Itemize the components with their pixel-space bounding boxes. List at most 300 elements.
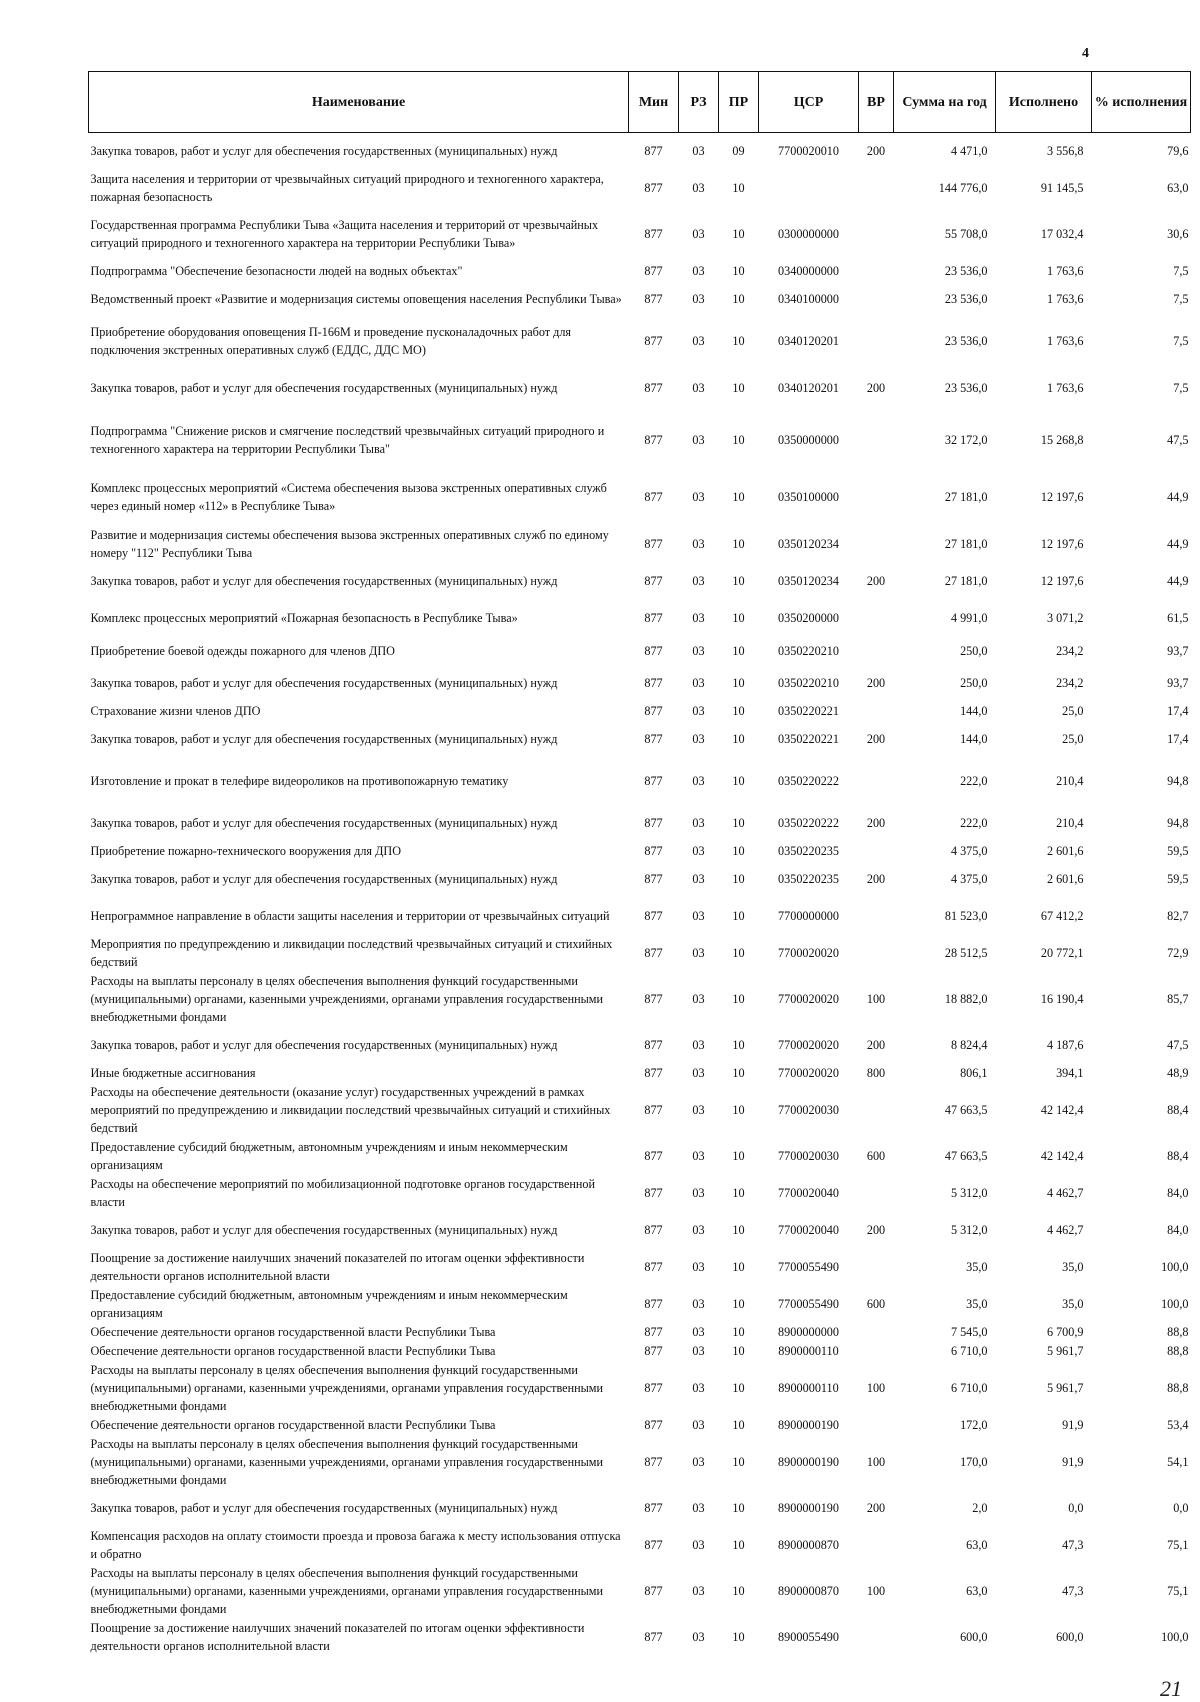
cell-vr: 200 bbox=[866, 574, 886, 588]
cell-sum: 63,0 bbox=[966, 1538, 988, 1552]
cell-pr: 10 bbox=[732, 844, 745, 858]
cell-pct: 44,9 bbox=[1167, 490, 1189, 504]
cell-pr: 10 bbox=[732, 537, 745, 551]
table-body bbox=[89, 133, 1191, 1656]
cell-vr: 600 bbox=[866, 1297, 886, 1311]
cell-rz: 03 bbox=[692, 1186, 705, 1200]
cell-done: 25,0 bbox=[1062, 704, 1084, 718]
table-row bbox=[89, 1027, 1191, 1064]
cell-done: 42 142,4 bbox=[1040, 1103, 1084, 1117]
table-row bbox=[89, 1342, 1191, 1361]
cell-min: 877 bbox=[644, 732, 663, 746]
table-row bbox=[89, 1083, 1191, 1138]
cell-done: 42 142,4 bbox=[1040, 1149, 1084, 1163]
cell-pr: 10 bbox=[732, 1325, 745, 1339]
cell-vr bbox=[859, 1527, 894, 1564]
cell-sum: 55 708,0 bbox=[944, 227, 988, 241]
cell-done: 4 462,7 bbox=[1046, 1223, 1084, 1237]
cell-name: Обеспечение деятельности органов государственной власти Республики Тыва bbox=[90, 1325, 496, 1339]
cell-pct: 59,5 bbox=[1167, 844, 1189, 858]
cell-done: 4 187,6 bbox=[1046, 1038, 1084, 1052]
cell-pct: 88,8 bbox=[1167, 1381, 1189, 1395]
table-row bbox=[89, 702, 1191, 721]
cell-min: 877 bbox=[644, 1584, 663, 1598]
table-row bbox=[89, 1323, 1191, 1342]
cell-min: 877 bbox=[644, 1066, 663, 1080]
cell-csr: 0350200000 bbox=[778, 611, 839, 625]
cell-pct: 88,4 bbox=[1167, 1103, 1189, 1117]
cell-pr: 10 bbox=[732, 1103, 745, 1117]
header-min: Мин bbox=[629, 72, 679, 133]
cell-csr: 8900000000 bbox=[778, 1325, 839, 1339]
cell-csr: 0350100000 bbox=[778, 490, 839, 504]
cell-vr: 600 bbox=[866, 1149, 886, 1163]
cell-pr: 10 bbox=[732, 1223, 745, 1237]
table-row bbox=[89, 1564, 1191, 1619]
table-row bbox=[89, 318, 1191, 365]
cell-pr: 10 bbox=[732, 676, 745, 690]
cell-vr bbox=[859, 170, 894, 207]
cell-pct: 100,0 bbox=[1161, 1260, 1189, 1274]
cell-done: 16 190,4 bbox=[1040, 992, 1084, 1006]
cell-sum: 8 824,4 bbox=[950, 1038, 988, 1052]
cell-pr: 10 bbox=[732, 1538, 745, 1552]
cell-pr: 10 bbox=[732, 732, 745, 746]
cell-done: 394,1 bbox=[1056, 1066, 1084, 1080]
cell-csr: 0340000000 bbox=[778, 264, 839, 278]
cell-csr: 0340120201 bbox=[778, 334, 839, 348]
cell-name: Комплекс процессных мероприятий «Пожарная безопасность в Республике Тыва» bbox=[90, 611, 518, 625]
table-row bbox=[89, 1138, 1191, 1175]
table-row bbox=[89, 898, 1191, 935]
header-vr: ВР bbox=[859, 72, 894, 133]
cell-done: 234,2 bbox=[1056, 643, 1084, 658]
cell-pct: 59,5 bbox=[1167, 872, 1189, 886]
cell-pr: 10 bbox=[732, 1418, 745, 1432]
table-row bbox=[89, 758, 1191, 805]
cell-name: Иные бюджетные ассигнования bbox=[90, 1066, 256, 1080]
cell-min: 877 bbox=[644, 611, 663, 625]
cell-pct: 93,7 bbox=[1167, 676, 1189, 690]
cell-rz: 03 bbox=[692, 1538, 705, 1552]
cell-pct: 93,7 bbox=[1167, 643, 1189, 658]
cell-pr: 10 bbox=[732, 181, 745, 195]
cell-min: 877 bbox=[644, 1297, 663, 1311]
cell-pct: 44,9 bbox=[1167, 537, 1189, 551]
cell-csr: 8900000190 bbox=[778, 1418, 839, 1432]
table-row bbox=[89, 637, 1191, 665]
cell-done: 35,0 bbox=[1062, 1297, 1084, 1311]
cell-sum: 250,0 bbox=[960, 643, 988, 658]
cell-min: 877 bbox=[644, 1630, 663, 1644]
cell-done: 3 556,8 bbox=[1046, 144, 1084, 159]
cell-rz: 03 bbox=[692, 1584, 705, 1598]
cell-csr: 0350220235 bbox=[778, 872, 839, 886]
cell-done: 2 601,6 bbox=[1046, 844, 1084, 858]
cell-vr: 200 bbox=[866, 816, 886, 830]
cell-name: Компенсация расходов на оплату стоимости проезда и провоза багажа к месту использования отпуска и обратно bbox=[90, 1529, 621, 1561]
cell-name: Закупка товаров, работ и услуг для обеспечения государственных (муниципальных) нужд bbox=[90, 1038, 558, 1052]
cell-name: Государственная программа Республики Тыва «Защита населения и территорий от чрезвычайных ситуаций природного и техногенного характера на территории Республики Тыва» bbox=[90, 218, 599, 250]
cell-rz: 03 bbox=[692, 1038, 705, 1052]
cell-min: 877 bbox=[644, 676, 663, 690]
table-row bbox=[89, 262, 1191, 281]
cell-pr: 10 bbox=[732, 1260, 745, 1274]
cell-rz: 03 bbox=[692, 1501, 705, 1515]
cell-sum: 4 991,0 bbox=[950, 611, 988, 625]
cell-pr: 10 bbox=[732, 1066, 745, 1080]
cell-csr: 8900000110 bbox=[778, 1381, 839, 1395]
cell-pr: 10 bbox=[732, 872, 745, 886]
cell-name: Закупка товаров, работ и услуг для обеспечения государственных (муниципальных) нужд bbox=[90, 1501, 558, 1515]
cell-sum: 47 663,5 bbox=[944, 1103, 988, 1117]
table-row bbox=[89, 469, 1191, 526]
cell-csr: 7700020010 bbox=[778, 144, 839, 159]
cell-csr: 0350120234 bbox=[778, 537, 839, 551]
cell-sum: 4 375,0 bbox=[950, 872, 988, 886]
budget-execution-table bbox=[88, 71, 1191, 1656]
cell-done: 67 412,2 bbox=[1040, 909, 1084, 923]
header-done: Исполнено bbox=[996, 72, 1092, 133]
cell-sum: 81 523,0 bbox=[944, 909, 988, 923]
cell-pct: 88,8 bbox=[1167, 1325, 1189, 1339]
cell-name: Обеспечение деятельности органов государственной власти Республики Тыва bbox=[90, 1344, 496, 1358]
cell-min: 877 bbox=[644, 292, 663, 306]
cell-vr: 800 bbox=[866, 1066, 886, 1080]
cell-name: Предоставление субсидий бюджетным, автономным учреждениям и иным некоммерческим организациям bbox=[90, 1140, 568, 1172]
cell-sum: 600,0 bbox=[960, 1630, 988, 1644]
cell-vr: 200 bbox=[866, 872, 886, 886]
cell-rz: 03 bbox=[692, 490, 705, 504]
cell-csr: 0350220222 bbox=[778, 774, 839, 788]
table-row bbox=[89, 842, 1191, 861]
header-pct: % исполнения bbox=[1092, 72, 1191, 133]
cell-sum: 27 181,0 bbox=[944, 490, 988, 504]
cell-pct: 0,0 bbox=[1173, 1501, 1189, 1515]
cell-min: 877 bbox=[644, 946, 663, 960]
cell-csr: 0350220221 bbox=[778, 704, 839, 718]
cell-vr bbox=[859, 758, 894, 805]
cell-sum: 23 536,0 bbox=[944, 292, 988, 306]
cell-pr: 09 bbox=[732, 144, 745, 159]
cell-sum: 47 663,5 bbox=[944, 1149, 988, 1163]
cell-min: 877 bbox=[644, 1260, 663, 1274]
cell-sum: 4 471,0 bbox=[950, 144, 988, 159]
cell-name: Расходы на обеспечение мероприятий по мобилизационной подготовке органов государственной власти bbox=[90, 1177, 596, 1209]
cell-pct: 53,4 bbox=[1167, 1418, 1189, 1432]
cell-name: Защита населения и территории от чрезвычайных ситуаций природного и техногенного характера, пожарная безопасность bbox=[90, 172, 604, 204]
cell-vr: 200 bbox=[866, 676, 886, 690]
cell-name: Расходы на выплаты персоналу в целях обеспечения выполнения функций государственными (муниципальными) органами, казенными учреждениями, органами управления государственными внебюджетными фондами bbox=[90, 1363, 604, 1413]
cell-rz: 03 bbox=[692, 1418, 705, 1432]
cell-pct: 63,0 bbox=[1167, 181, 1189, 195]
cell-name: Поощрение за достижение наилучших значений показателей по итогам оценки эффективности деятельности органов исполнительной власти bbox=[90, 1251, 585, 1283]
cell-min: 877 bbox=[644, 704, 663, 718]
cell-vr bbox=[859, 1323, 894, 1342]
cell-done: 600,0 bbox=[1056, 1630, 1084, 1644]
cell-rz: 03 bbox=[692, 909, 705, 923]
cell-pct: 85,7 bbox=[1167, 992, 1189, 1006]
header-sum: Сумма на год bbox=[894, 72, 996, 133]
cell-min: 877 bbox=[644, 181, 663, 195]
cell-name: Закупка товаров, работ и услуг для обеспечения государственных (муниципальных) нужд bbox=[90, 1223, 558, 1237]
cell-csr: 7700020020 bbox=[778, 992, 839, 1006]
cell-sum: 35,0 bbox=[966, 1260, 988, 1274]
cell-min: 877 bbox=[644, 1103, 663, 1117]
cell-name: Предоставление субсидий бюджетным, автономным учреждениям и иным некоммерческим организациям bbox=[90, 1288, 568, 1320]
cell-name: Расходы на выплаты персоналу в целях обеспечения выполнения функций государственными (муниципальными) органами, казенными учреждениями, органами управления государственными внебюджетными фондами bbox=[90, 1437, 604, 1487]
cell-pr: 10 bbox=[732, 909, 745, 923]
cell-vr bbox=[859, 702, 894, 721]
cell-done: 1 763,6 bbox=[1046, 381, 1084, 395]
cell-done: 234,2 bbox=[1056, 676, 1084, 690]
cell-csr: 8900000110 bbox=[778, 1344, 839, 1358]
cell-pct: 84,0 bbox=[1167, 1223, 1189, 1237]
cell-min: 877 bbox=[644, 1455, 663, 1469]
cell-vr bbox=[859, 1083, 894, 1138]
cell-pr: 10 bbox=[732, 1149, 745, 1163]
cell-csr: 7700020020 bbox=[778, 946, 839, 960]
cell-csr: 8900000870 bbox=[778, 1538, 839, 1552]
cell-vr bbox=[859, 637, 894, 665]
cell-csr: 8900000190 bbox=[778, 1501, 839, 1515]
cell-name: Ведомственный проект «Развитие и модернизация системы оповещения населения Республики Тыва» bbox=[90, 292, 622, 306]
header-pr: ПР bbox=[719, 72, 759, 133]
cell-vr bbox=[859, 281, 894, 318]
cell-min: 877 bbox=[644, 1344, 663, 1358]
cell-sum: 222,0 bbox=[960, 774, 988, 788]
cell-done: 12 197,6 bbox=[1040, 537, 1084, 551]
cell-sum: 63,0 bbox=[966, 1584, 988, 1598]
cell-pct: 75,1 bbox=[1167, 1584, 1189, 1598]
cell-vr: 200 bbox=[866, 1038, 886, 1052]
cell-rz: 03 bbox=[692, 1223, 705, 1237]
cell-csr: 0340100000 bbox=[778, 292, 839, 306]
cell-done: 1 763,6 bbox=[1046, 292, 1084, 306]
cell-sum: 27 181,0 bbox=[944, 537, 988, 551]
cell-pct: 17,4 bbox=[1167, 732, 1189, 746]
cell-done: 47,3 bbox=[1062, 1538, 1084, 1552]
cell-rz: 03 bbox=[692, 334, 705, 348]
cell-pct: 100,0 bbox=[1161, 1630, 1189, 1644]
cell-csr: 7700055490 bbox=[778, 1297, 839, 1311]
cell-min: 877 bbox=[644, 643, 663, 658]
cell-vr bbox=[859, 262, 894, 281]
cell-pct: 79,6 bbox=[1167, 144, 1189, 159]
cell-csr: 8900000190 bbox=[778, 1455, 839, 1469]
cell-pr: 10 bbox=[732, 704, 745, 718]
cell-min: 877 bbox=[644, 1223, 663, 1237]
cell-min: 877 bbox=[644, 144, 663, 159]
cell-sum: 4 375,0 bbox=[950, 844, 988, 858]
cell-csr: 8900000870 bbox=[778, 1584, 839, 1598]
cell-csr: 0350220221 bbox=[778, 732, 839, 746]
cell-min: 877 bbox=[644, 433, 663, 447]
cell-rz: 03 bbox=[692, 676, 705, 690]
table-row bbox=[89, 412, 1191, 469]
table-row bbox=[89, 170, 1191, 207]
cell-csr: 0350220210 bbox=[778, 676, 839, 690]
cell-csr: 7700000000 bbox=[778, 909, 839, 923]
cell-pr: 10 bbox=[732, 1630, 745, 1644]
cell-name: Закупка товаров, работ и услуг для обеспечения государственных (муниципальных) нужд bbox=[90, 676, 558, 690]
cell-name: Закупка товаров, работ и услуг для обеспечения государственных (муниципальных) нужд bbox=[90, 732, 558, 746]
cell-vr: 100 bbox=[866, 1455, 886, 1469]
cell-pr: 10 bbox=[732, 643, 745, 658]
cell-min: 877 bbox=[644, 909, 663, 923]
cell-vr bbox=[859, 1342, 894, 1361]
table-row bbox=[89, 563, 1191, 600]
cell-vr bbox=[859, 1619, 894, 1656]
cell-pct: 100,0 bbox=[1161, 1297, 1189, 1311]
table-row bbox=[89, 281, 1191, 318]
cell-name: Расходы на обеспечение деятельности (оказание услуг) государственных учреждений в рамках мероприятий по предупреждению и ликвидации последствий чрезвычайных ситуаций и стихийных бедствий bbox=[90, 1085, 611, 1135]
cell-csr: 7700020040 bbox=[778, 1223, 839, 1237]
cell-csr: 0350220235 bbox=[778, 844, 839, 858]
cell-rz: 03 bbox=[692, 872, 705, 886]
table-row bbox=[89, 365, 1191, 412]
table-row bbox=[89, 805, 1191, 842]
cell-csr: 7700020030 bbox=[778, 1103, 839, 1117]
table-row bbox=[89, 861, 1191, 898]
cell-vr: 200 bbox=[866, 381, 886, 395]
cell-min: 877 bbox=[644, 574, 663, 588]
cell-name: Непрограммное направление в области защиты населения и территории от чрезвычайных ситуаций bbox=[90, 909, 610, 923]
cell-csr: 7700020020 bbox=[778, 1066, 839, 1080]
cell-pr: 10 bbox=[732, 264, 745, 278]
cell-done: 15 268,8 bbox=[1040, 433, 1084, 447]
cell-csr: 0350220222 bbox=[778, 816, 839, 830]
cell-rz: 03 bbox=[692, 381, 705, 395]
cell-name: Развитие и модернизация системы обеспечения вызова экстренных оперативных служб по единому номеру "112" Республики Тыва bbox=[90, 528, 609, 560]
cell-name: Расходы на выплаты персоналу в целях обеспечения выполнения функций государственными (муниципальными) органами, казенными учреждениями, органами управления государственными внебюджетными фондами bbox=[90, 974, 604, 1024]
cell-csr: 7700020020 bbox=[778, 1038, 839, 1052]
cell-csr bbox=[759, 170, 859, 207]
budget-table-wrapper bbox=[88, 71, 1190, 1656]
cell-sum: 806,1 bbox=[960, 1066, 988, 1080]
cell-min: 877 bbox=[644, 1325, 663, 1339]
cell-name: Приобретение оборудования оповещения П-166М и проведение пусконаладочных работ для подключения экстренных оперативных служб (ЕДДС, ДДС МО) bbox=[90, 325, 572, 357]
cell-sum: 144,0 bbox=[960, 704, 988, 718]
cell-min: 877 bbox=[644, 1418, 663, 1432]
cell-vr bbox=[859, 600, 894, 637]
cell-pct: 94,8 bbox=[1167, 816, 1189, 830]
cell-sum: 5 312,0 bbox=[950, 1186, 988, 1200]
cell-pct: 75,1 bbox=[1167, 1538, 1189, 1552]
cell-vr: 200 bbox=[866, 1223, 886, 1237]
cell-vr bbox=[859, 842, 894, 861]
cell-name: Закупка товаров, работ и услуг для обеспечения государственных (муниципальных) нужд bbox=[90, 144, 558, 159]
table-row bbox=[89, 1619, 1191, 1656]
cell-done: 0,0 bbox=[1068, 1501, 1084, 1515]
table-row bbox=[89, 935, 1191, 972]
cell-vr bbox=[859, 412, 894, 469]
cell-sum: 27 181,0 bbox=[944, 574, 988, 588]
cell-pct: 7,5 bbox=[1173, 264, 1189, 278]
cell-csr: 7700020040 bbox=[778, 1186, 839, 1200]
cell-sum: 28 512,5 bbox=[944, 946, 988, 960]
table-row bbox=[89, 600, 1191, 637]
cell-pr: 10 bbox=[732, 574, 745, 588]
header-name: Наименование bbox=[89, 72, 629, 133]
cell-min: 877 bbox=[644, 490, 663, 504]
cell-vr bbox=[859, 935, 894, 972]
cell-rz: 03 bbox=[692, 1297, 705, 1311]
cell-pct: 47,5 bbox=[1167, 433, 1189, 447]
cell-sum: 18 882,0 bbox=[944, 992, 988, 1006]
table-row bbox=[89, 1064, 1191, 1083]
cell-done: 6 700,9 bbox=[1046, 1325, 1084, 1339]
cell-min: 877 bbox=[644, 537, 663, 551]
cell-done: 1 763,6 bbox=[1046, 264, 1084, 278]
cell-sum: 2,0 bbox=[972, 1501, 988, 1515]
cell-pr: 10 bbox=[732, 946, 745, 960]
cell-name: Поощрение за достижение наилучших значений показателей по итогам оценки эффективности деятельности органов исполнительной власти bbox=[90, 1621, 585, 1653]
cell-rz: 03 bbox=[692, 264, 705, 278]
cell-pr: 10 bbox=[732, 816, 745, 830]
cell-vr: 200 bbox=[866, 1501, 886, 1515]
cell-name: Расходы на выплаты персоналу в целях обеспечения выполнения функций государственными (муниципальными) органами, казенными учреждениями, органами управления государственными внебюджетными фондами bbox=[90, 1566, 604, 1616]
cell-pct: 48,9 bbox=[1167, 1066, 1189, 1080]
table-row bbox=[89, 1249, 1191, 1286]
cell-sum: 6 710,0 bbox=[950, 1344, 988, 1358]
table-row bbox=[89, 1490, 1191, 1527]
cell-name: Закупка товаров, работ и услуг для обеспечения государственных (муниципальных) нужд bbox=[90, 872, 558, 886]
cell-rz: 03 bbox=[692, 1066, 705, 1080]
cell-name: Изготовление и прокат в телефире видеороликов на противопожарную тематику bbox=[90, 774, 509, 788]
cell-pct: 72,9 bbox=[1167, 946, 1189, 960]
cell-sum: 6 710,0 bbox=[950, 1381, 988, 1395]
table-row bbox=[89, 1416, 1191, 1435]
cell-rz: 03 bbox=[692, 774, 705, 788]
cell-done: 47,3 bbox=[1062, 1584, 1084, 1598]
cell-rz: 03 bbox=[692, 643, 705, 658]
cell-vr bbox=[859, 1249, 894, 1286]
cell-name: Страхование жизни членов ДПО bbox=[90, 704, 261, 718]
cell-min: 877 bbox=[644, 1149, 663, 1163]
cell-sum: 23 536,0 bbox=[944, 381, 988, 395]
cell-min: 877 bbox=[644, 1186, 663, 1200]
cell-pct: 17,4 bbox=[1167, 704, 1189, 718]
cell-min: 877 bbox=[644, 1538, 663, 1552]
cell-pct: 88,8 bbox=[1167, 1344, 1189, 1358]
table-row bbox=[89, 526, 1191, 563]
cell-vr: 200 bbox=[866, 732, 886, 746]
cell-pr: 10 bbox=[732, 774, 745, 788]
table-row bbox=[89, 1175, 1191, 1212]
cell-done: 35,0 bbox=[1062, 1260, 1084, 1274]
cell-rz: 03 bbox=[692, 816, 705, 830]
cell-done: 5 961,7 bbox=[1046, 1381, 1084, 1395]
cell-vr bbox=[859, 318, 894, 365]
cell-sum: 32 172,0 bbox=[944, 433, 988, 447]
page-number: 4 bbox=[1082, 46, 1089, 61]
cell-sum: 144 776,0 bbox=[938, 181, 988, 195]
table-row bbox=[89, 133, 1191, 170]
cell-pct: 94,8 bbox=[1167, 774, 1189, 788]
cell-pct: 7,5 bbox=[1173, 292, 1189, 306]
cell-min: 877 bbox=[644, 992, 663, 1006]
cell-csr: 7700020030 bbox=[778, 1149, 839, 1163]
cell-name: Комплекс процессных мероприятий «Система обеспечения вызова экстренных оперативных служб через единый номер «112» в Республике Тыва» bbox=[90, 481, 607, 513]
cell-rz: 03 bbox=[692, 1344, 705, 1358]
cell-min: 877 bbox=[644, 872, 663, 886]
cell-rz: 03 bbox=[692, 844, 705, 858]
cell-pct: 7,5 bbox=[1173, 381, 1189, 395]
cell-sum: 170,0 bbox=[960, 1455, 988, 1469]
cell-sum: 35,0 bbox=[966, 1297, 988, 1311]
cell-min: 877 bbox=[644, 1381, 663, 1395]
